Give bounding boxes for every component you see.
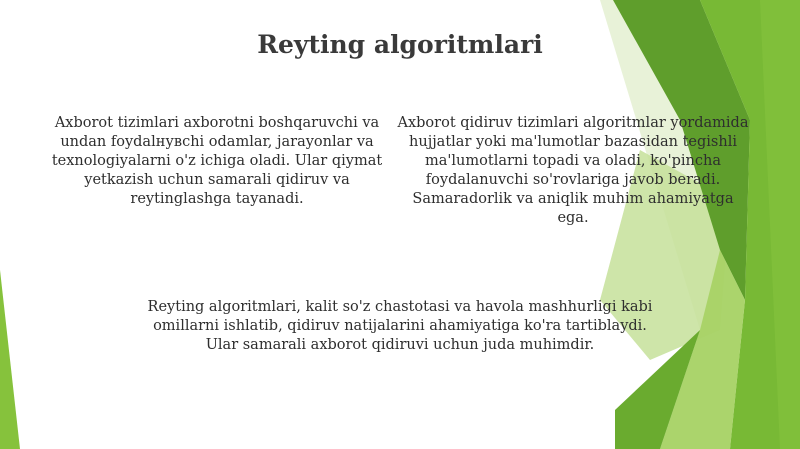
slide-title: Reyting algoritmlari xyxy=(257,30,543,59)
paragraph-ranking-algorithms: Reyting algoritmlari, kalit so'z chastotasi va havola mashhurligi kabi omillarni ishlatib, qidiruv natijalarini ahamiyatiga ko'ra tartiblaydi. Ular samarali axborot qidiruvi uchun juda muhimdir. xyxy=(147,299,653,353)
paragraph-retrieval-systems: Axborot qidiruv tizimlari algoritmlar yordamida hujjatlar yoki ma'lumotlar bazasidan tegishli ma'lumotlarni topadi va oladi, ko'pincha foydalanuvchi so'rovlariga javob beradi. Samaradorlik va aniqlik muhim ahamiyatga ega. xyxy=(397,115,749,226)
left-edge-shape xyxy=(0,270,20,449)
paragraph-information-systems: Axborot tizimlari axborotni boshqaruvchi va undan foydalнувchi odamlar, jarayonlar va texnologiyalarni o'z ichiga oladi. Ular qiymat yetkazish uchun samarali qidiruv va reytinglashga tayanadi. xyxy=(51,115,383,207)
